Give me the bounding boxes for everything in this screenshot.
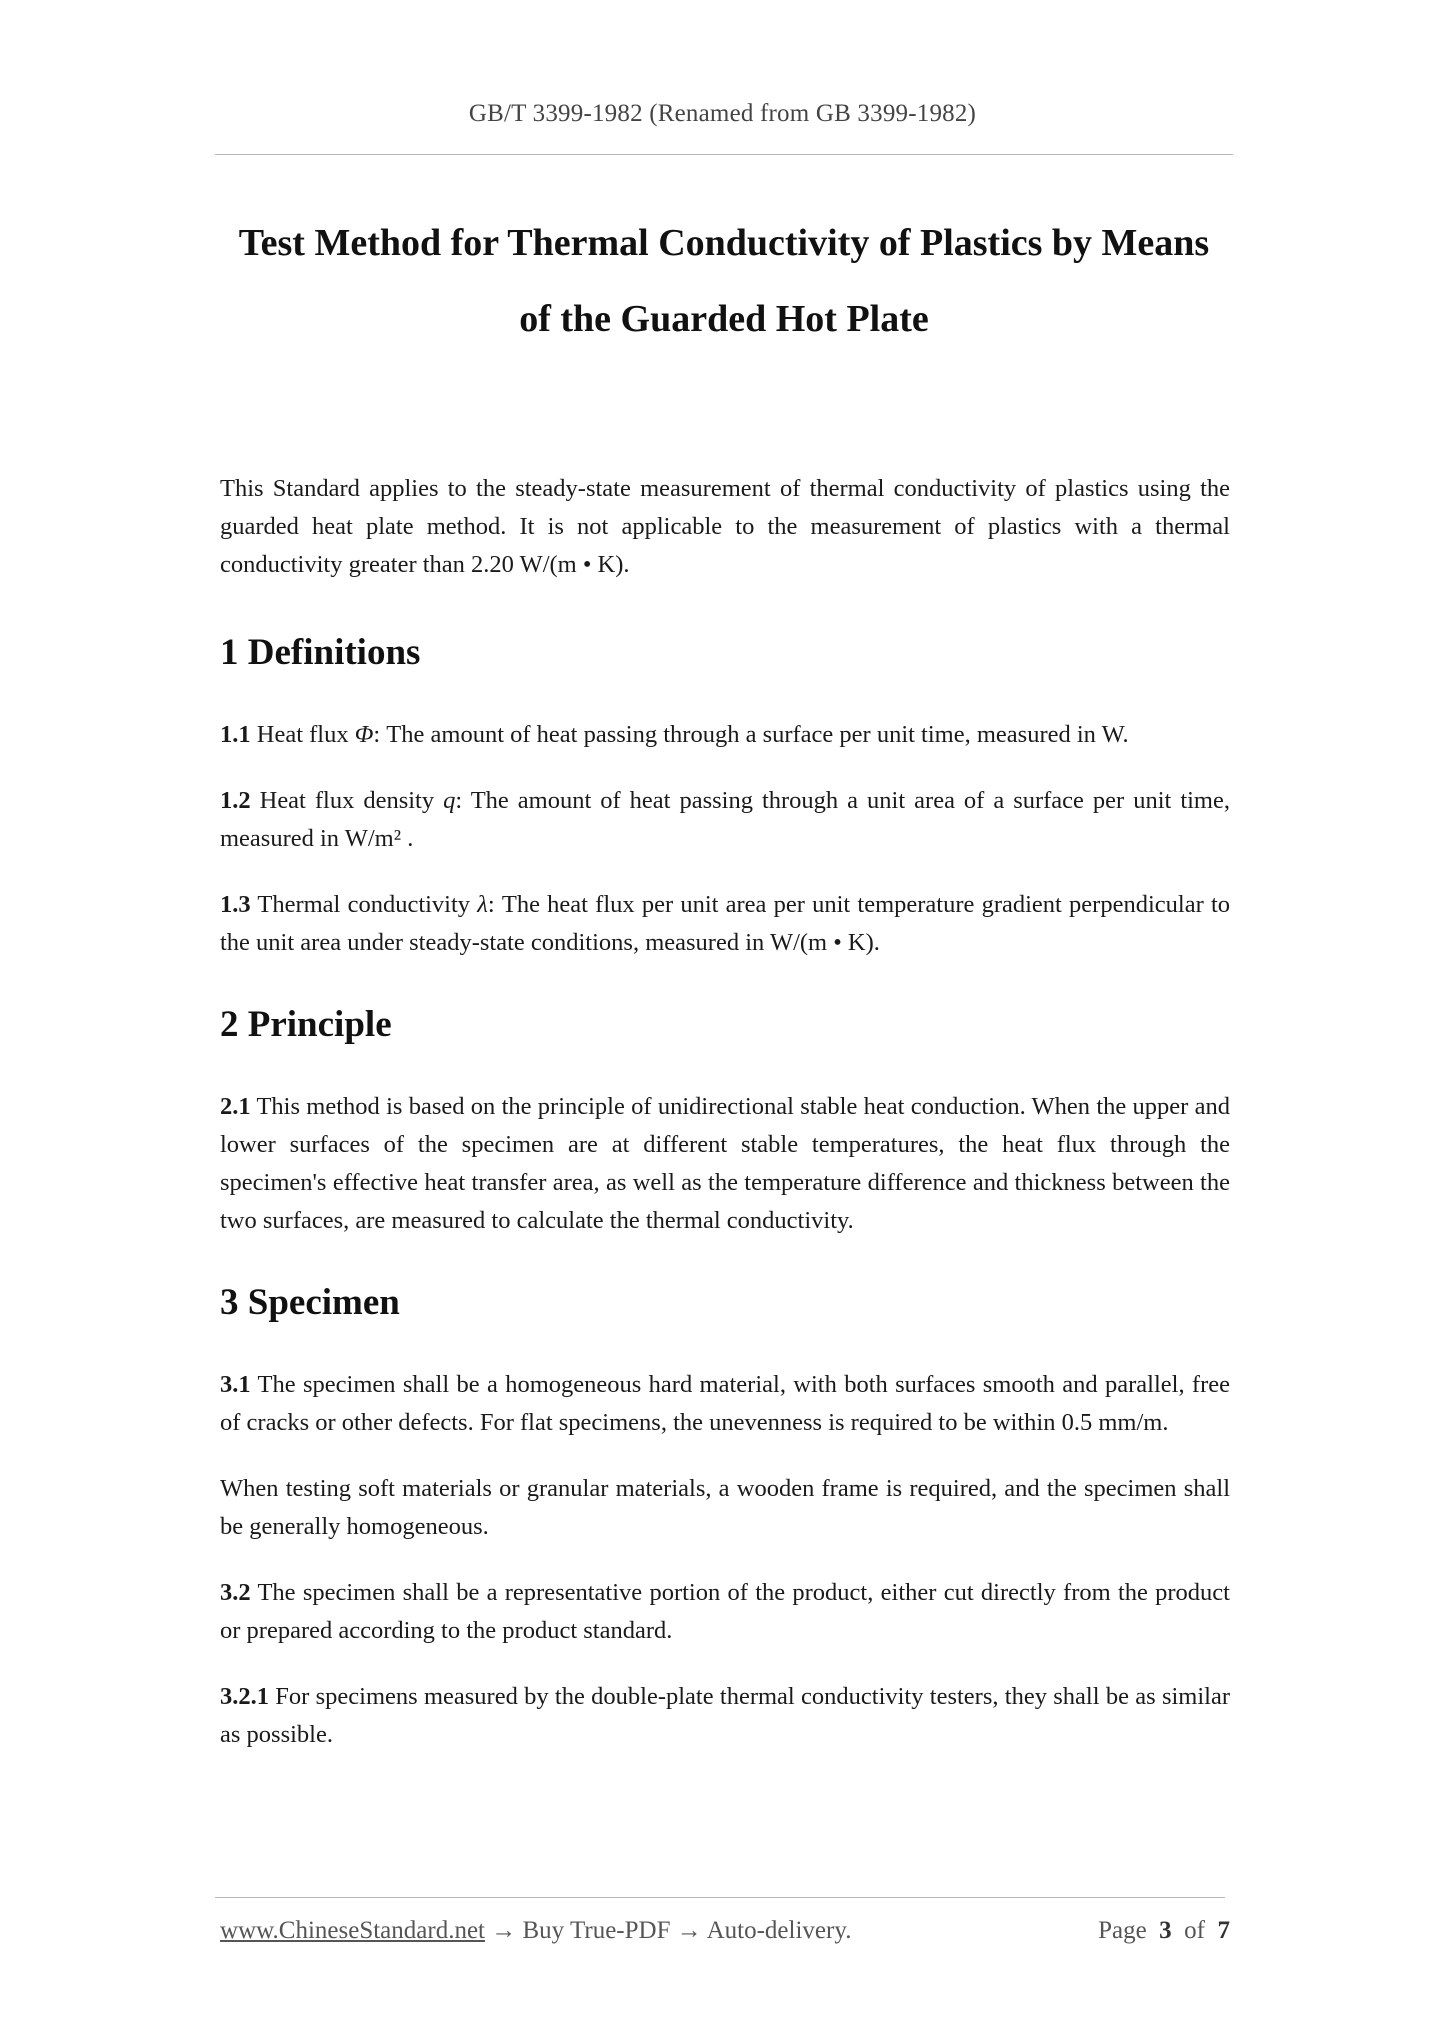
clause-text: The specimen shall be a representative portion of the product, either cut directly from the product or prepared according to the product standard. bbox=[220, 1579, 1230, 1644]
section-heading-definitions: 1 Definitions bbox=[220, 632, 421, 673]
clause-text: : The heat flux per unit area per unit temperature gradient perpendicular to the unit area under steady-state conditions, measured in W/(m • K). bbox=[220, 891, 1230, 956]
page-footer bbox=[220, 1917, 1230, 1951]
total-pages: 7 bbox=[1217, 1917, 1230, 1944]
clause-term: Thermal conductivity bbox=[250, 891, 478, 918]
clause-number: 1.1 bbox=[220, 721, 251, 748]
section-heading-principle: 2 Principle bbox=[220, 1004, 392, 1045]
section-heading-specimen: 3 Specimen bbox=[220, 1282, 400, 1323]
symbol-q: q bbox=[443, 787, 456, 814]
clause-text: : The amount of heat passing through a surface per unit time, measured in W. bbox=[373, 721, 1129, 748]
intro-paragraph: This Standard applies to the steady-state measurement of thermal conductivity of plastics using the guarded heat plate method. It is not applicable to the measurement of plastics with a thermal conductivity greater than 2.20 W/(m • K). bbox=[220, 475, 1230, 578]
clause-number: 3.1 bbox=[220, 1371, 251, 1398]
clause-1-3 bbox=[220, 886, 1230, 962]
clause-2-1 bbox=[220, 1088, 1230, 1240]
of-label: of bbox=[1184, 1917, 1205, 1944]
title-line-2: of the Guarded Hot Plate bbox=[519, 298, 929, 340]
header-divider bbox=[215, 154, 1233, 155]
clause-3-2-1 bbox=[220, 1678, 1230, 1754]
clause-1-2 bbox=[220, 782, 1230, 858]
clause-3-1-note: When testing soft materials or granular materials, a wooden frame is required, and the specimen shall be generally homogeneous. bbox=[220, 1475, 1230, 1540]
clause-term: Heat flux density bbox=[250, 787, 444, 814]
clause-3-2 bbox=[220, 1574, 1230, 1650]
title-line-1: Test Method for Thermal Conductivity of Plastics by Means bbox=[238, 222, 1210, 264]
document-body bbox=[220, 470, 1230, 1782]
clause-text: The specimen shall be a homogeneous hard material, with both surfaces smooth and parallel, free of cracks or other defects. For flat specimens, the unevenness is required to be within 0.5 mm/m. bbox=[220, 1371, 1230, 1436]
footer-divider bbox=[215, 1897, 1225, 1898]
page-number: 3 bbox=[1159, 1917, 1172, 1944]
website-link[interactable]: www.ChineseStandard.net bbox=[220, 1917, 485, 1944]
clause-text: This method is based on the principle of unidirectional stable heat conduction. When the upper and lower surfaces of the specimen are at different stable temperatures, the heat flux through the specimen's effective heat transfer area, as well as the temperature difference and thickness between the two surfaces, are measured to calculate the thermal conductivity. bbox=[220, 1093, 1230, 1234]
clause-term: Heat flux bbox=[250, 721, 355, 748]
clause-number: 2.1 bbox=[220, 1093, 251, 1120]
footer-promo-text: → Buy True-PDF → Auto-delivery. bbox=[485, 1917, 852, 1944]
clause-number: 3.2.1 bbox=[220, 1683, 269, 1710]
page-indicator bbox=[1098, 1917, 1230, 1945]
clause-3-1 bbox=[220, 1366, 1230, 1442]
clause-1-1 bbox=[220, 716, 1230, 754]
document-title bbox=[215, 205, 1233, 357]
clause-number: 1.2 bbox=[220, 787, 251, 814]
running-header: GB/T 3399-1982 (Renamed from GB 3399-1982) bbox=[468, 100, 977, 127]
clause-number: 1.3 bbox=[220, 891, 251, 918]
symbol-phi: Φ bbox=[354, 721, 374, 748]
clause-text: For specimens measured by the double-plate thermal conductivity testers, they shall be as similar as possible. bbox=[220, 1683, 1230, 1748]
footer-promo bbox=[220, 1917, 851, 1945]
clause-number: 3.2 bbox=[220, 1579, 251, 1606]
clause-text: : The amount of heat passing through a unit area of a surface per unit time, measured in W/m² . bbox=[220, 787, 1230, 852]
page-label: Page bbox=[1098, 1917, 1147, 1944]
symbol-lambda: λ bbox=[477, 891, 488, 918]
